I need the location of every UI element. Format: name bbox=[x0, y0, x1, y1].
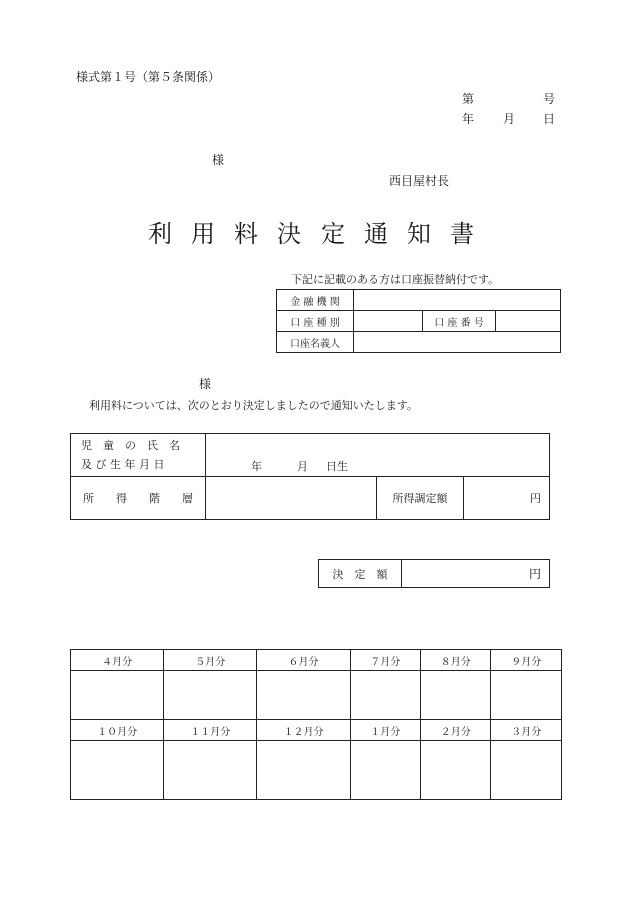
month-header: ６月分 bbox=[257, 650, 350, 671]
title-char: 定 bbox=[321, 220, 345, 248]
document-number-prefix: 第 bbox=[462, 92, 475, 106]
month-header: ７月分 bbox=[350, 650, 420, 671]
birth-month-label: 月 bbox=[297, 460, 308, 473]
date-month: 月 bbox=[503, 112, 516, 126]
birth-day-label: 日生 bbox=[326, 460, 348, 473]
yen-unit: 円 bbox=[528, 567, 541, 581]
table-row bbox=[71, 720, 562, 741]
month-cell bbox=[421, 741, 491, 800]
addressee-honorific: 様 bbox=[212, 153, 225, 167]
title-char: 決 bbox=[277, 220, 301, 248]
account-holder-value bbox=[354, 332, 561, 353]
account-number-label: 口 座 番 号 bbox=[423, 311, 496, 332]
child-name-label-line1: 児 童 の 氏 名 bbox=[81, 439, 180, 452]
date-year: 年 bbox=[462, 112, 475, 126]
yen-unit: 円 bbox=[530, 492, 541, 505]
account-number-value bbox=[496, 311, 561, 332]
table-row bbox=[71, 650, 562, 671]
bank-account-table bbox=[276, 289, 561, 353]
income-tier-label: 所 得 階 層 bbox=[71, 477, 206, 520]
month-header: １月分 bbox=[350, 720, 420, 741]
month-header: １２月分 bbox=[257, 720, 350, 741]
month-header: １１月分 bbox=[164, 720, 257, 741]
decided-amount-value bbox=[402, 560, 550, 588]
title-char: 書 bbox=[450, 220, 474, 248]
table-row bbox=[71, 671, 562, 720]
issuer: 西目屋村長 bbox=[389, 174, 450, 188]
month-cell bbox=[164, 741, 257, 800]
title-char: 利 bbox=[148, 220, 172, 248]
form-reference: 様式第１号（第５条関係） bbox=[76, 70, 221, 84]
month-header: ８月分 bbox=[421, 650, 491, 671]
title-char: 知 bbox=[407, 220, 431, 248]
month-header: ５月分 bbox=[164, 650, 257, 671]
account-type-label: 口 座 種 別 bbox=[277, 311, 354, 332]
title-char: 料 bbox=[234, 220, 258, 248]
table-row bbox=[71, 477, 550, 520]
child-info-table bbox=[70, 433, 550, 520]
month-cell bbox=[257, 741, 350, 800]
child-name-label bbox=[71, 434, 206, 477]
month-header: ９月分 bbox=[491, 650, 562, 671]
month-cell bbox=[421, 671, 491, 720]
table-row bbox=[71, 741, 562, 800]
month-header: ４月分 bbox=[71, 650, 164, 671]
child-name-label-line2: 及 び 生 年 月 日 bbox=[81, 458, 165, 471]
monthly-fee-table bbox=[70, 649, 562, 800]
decided-amount-label: 決 定 額 bbox=[319, 560, 402, 588]
month-header: １０月分 bbox=[71, 720, 164, 741]
assessed-amount-label: 所得調定額 bbox=[377, 477, 464, 520]
title-char: 用 bbox=[191, 220, 215, 248]
month-cell bbox=[350, 671, 420, 720]
month-cell bbox=[164, 671, 257, 720]
month-header: ３月分 bbox=[491, 720, 562, 741]
account-type-value bbox=[354, 311, 423, 332]
table-row bbox=[277, 311, 561, 332]
month-cell bbox=[491, 741, 562, 800]
bank-transfer-note: 下記に記載のある方は口座振替納付です。 bbox=[291, 273, 500, 286]
table-row bbox=[277, 332, 561, 353]
month-header: ２月分 bbox=[421, 720, 491, 741]
month-cell bbox=[71, 741, 164, 800]
month-cell bbox=[350, 741, 420, 800]
bank-institution-label: 金 融 機 関 bbox=[277, 290, 354, 311]
table-row bbox=[71, 434, 550, 477]
account-holder-label: 口座名義人 bbox=[277, 332, 354, 353]
table-row bbox=[277, 290, 561, 311]
month-cell bbox=[257, 671, 350, 720]
month-cell bbox=[71, 671, 164, 720]
page-title bbox=[148, 214, 493, 248]
intro-text: 利用料については、次のとおり決定しましたので通知いたします。 bbox=[89, 399, 418, 412]
table-row bbox=[319, 560, 550, 588]
child-name-value bbox=[206, 434, 550, 477]
date-day: 日 bbox=[543, 112, 556, 126]
birth-year-label: 年 bbox=[251, 460, 262, 473]
assessed-amount-value bbox=[464, 477, 550, 520]
title-char: 通 bbox=[364, 220, 388, 248]
month-cell bbox=[491, 671, 562, 720]
document-number-suffix: 号 bbox=[543, 92, 556, 106]
decided-amount-table bbox=[318, 559, 550, 588]
bank-institution-value bbox=[354, 290, 561, 311]
income-tier-value bbox=[206, 477, 377, 520]
recipient-honorific: 様 bbox=[199, 377, 212, 391]
